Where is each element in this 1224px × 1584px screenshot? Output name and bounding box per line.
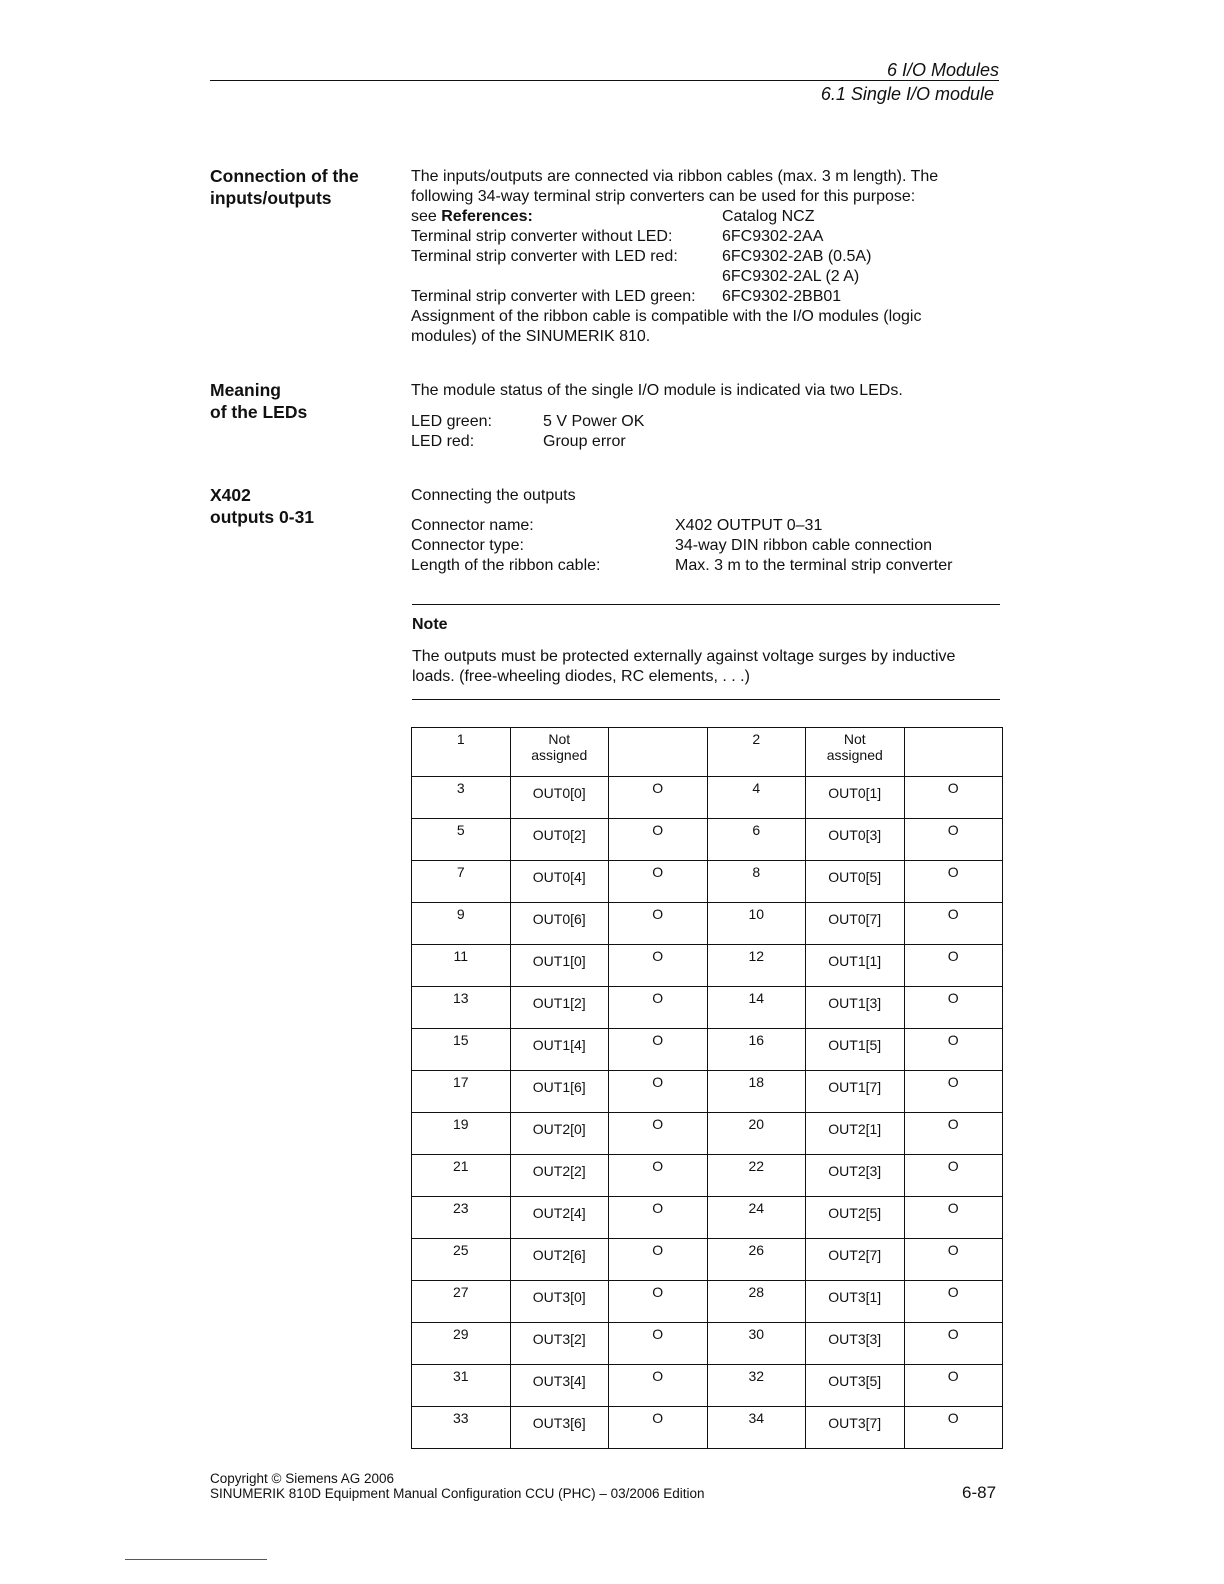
signal-direction: O <box>904 1071 1003 1113</box>
pin-number: 2 <box>707 728 806 777</box>
signal-name: OUT3[0] <box>510 1281 609 1323</box>
signal-direction: O <box>904 987 1003 1029</box>
signal-name: OUT1[2] <box>510 987 609 1029</box>
table-row <box>412 1029 1003 1071</box>
signal-direction: O <box>904 861 1003 903</box>
connection-intro-line: following 34-way terminal strip converters can be used for this purpose: <box>411 188 916 205</box>
x402-heading: X402 outputs 0-31 <box>210 485 315 527</box>
led-row: LED red: Group error <box>411 433 626 450</box>
signal-name: OUT0[3] <box>806 819 905 861</box>
signal-direction: O <box>904 1155 1003 1197</box>
signal-direction: O <box>904 777 1003 819</box>
footer-copyright: Copyright © Siemens AG 2006 <box>210 1471 395 1486</box>
note-top-rule <box>412 604 1000 605</box>
converter-row: 6FC9302-2AL (2 A) <box>722 268 860 285</box>
pin-number: 9 <box>412 903 511 945</box>
signal-name: OUT3[3] <box>806 1323 905 1365</box>
table-row <box>412 1155 1003 1197</box>
note-bottom-rule <box>412 699 1000 700</box>
signal-direction: O <box>609 861 708 903</box>
signal-direction: O <box>609 987 708 1029</box>
table-row <box>412 1323 1003 1365</box>
signal-direction: O <box>609 1155 708 1197</box>
pin-number: 24 <box>707 1197 806 1239</box>
signal-name: OUT1[1] <box>806 945 905 987</box>
pin-number: 27 <box>412 1281 511 1323</box>
signal-direction: O <box>904 1407 1003 1449</box>
pin-number: 12 <box>707 945 806 987</box>
signal-direction <box>609 728 708 777</box>
references-label: References: <box>441 208 533 225</box>
signal-direction: O <box>904 1281 1003 1323</box>
signal-name: OUT1[3] <box>806 987 905 1029</box>
signal-direction: O <box>609 1113 708 1155</box>
signal-name: OUT3[1] <box>806 1281 905 1323</box>
pin-number: 18 <box>707 1071 806 1113</box>
pin-number: 19 <box>412 1113 511 1155</box>
signal-name: OUT0[6] <box>510 903 609 945</box>
signal-name: Not assigned <box>806 728 905 777</box>
pin-number: 25 <box>412 1239 511 1281</box>
signal-name: OUT1[4] <box>510 1029 609 1071</box>
pin-number: 30 <box>707 1323 806 1365</box>
signal-direction <box>904 728 1003 777</box>
signal-direction: O <box>904 945 1003 987</box>
converter-row: Terminal strip converter with LED green: 6FC9302-2BB01 <box>411 288 842 305</box>
signal-name: OUT0[1] <box>806 777 905 819</box>
page-number: 6-87 <box>962 1483 997 1502</box>
signal-direction: O <box>609 1197 708 1239</box>
connector-row: Connector name: X402 OUTPUT 0–31 <box>411 517 823 534</box>
signal-name: OUT3[7] <box>806 1407 905 1449</box>
footer-manual-title: SINUMERIK 810D Equipment Manual Configuration CCU (PHC) – 03/2006 Edition <box>210 1486 705 1501</box>
table-row <box>412 1197 1003 1239</box>
pin-number: 13 <box>412 987 511 1029</box>
signal-name: Not assigned <box>510 728 609 777</box>
leds-heading: Meaning of the LEDs <box>210 380 308 422</box>
signal-direction: O <box>904 1323 1003 1365</box>
signal-direction: O <box>904 903 1003 945</box>
signal-direction: O <box>904 1197 1003 1239</box>
references-row <box>411 207 1001 227</box>
signal-name: OUT3[6] <box>510 1407 609 1449</box>
converter-row: Terminal strip converter without LED: 6FC9302-2AA <box>411 228 824 245</box>
bottom-link-underline[interactable] <box>125 1559 267 1560</box>
table-row <box>412 1071 1003 1113</box>
converter-row: Terminal strip converter with LED red: 6FC9302-2AB (0.5A) <box>411 248 872 265</box>
pin-number: 8 <box>707 861 806 903</box>
connection-intro-line: The inputs/outputs are connected via ribbon cables (max. 3 m length). The <box>411 168 939 185</box>
leds-intro: The module status of the single I/O module is indicated via two LEDs. <box>411 382 903 399</box>
header-rule <box>210 80 999 81</box>
pin-number: 1 <box>412 728 511 777</box>
signal-direction: O <box>609 1407 708 1449</box>
catalog-name: Catalog NCZ <box>722 208 815 225</box>
signal-direction: O <box>609 1281 708 1323</box>
pin-number: 15 <box>412 1029 511 1071</box>
pin-number: 3 <box>412 777 511 819</box>
signal-name: OUT0[5] <box>806 861 905 903</box>
x402-intro: Connecting the outputs <box>411 487 576 504</box>
pin-number: 33 <box>412 1407 511 1449</box>
signal-direction: O <box>609 945 708 987</box>
signal-name: OUT1[6] <box>510 1071 609 1113</box>
signal-direction: O <box>609 1029 708 1071</box>
pin-number: 32 <box>707 1365 806 1407</box>
table-row <box>412 1113 1003 1155</box>
signal-name: OUT2[7] <box>806 1239 905 1281</box>
signal-name: OUT2[4] <box>510 1197 609 1239</box>
assignment-line: modules) of the SINUMERIK 810. <box>411 328 651 345</box>
table-row <box>412 728 1003 777</box>
signal-name: OUT1[0] <box>510 945 609 987</box>
table-row <box>412 1365 1003 1407</box>
signal-direction: O <box>609 1071 708 1113</box>
signal-direction: O <box>904 1113 1003 1155</box>
assignment-line: Assignment of the ribbon cable is compatible with the I/O modules (logic <box>411 308 922 325</box>
signal-direction: O <box>904 1029 1003 1071</box>
signal-direction: O <box>609 903 708 945</box>
pin-number: 14 <box>707 987 806 1029</box>
signal-name: OUT2[5] <box>806 1197 905 1239</box>
pin-number: 26 <box>707 1239 806 1281</box>
signal-name: OUT1[7] <box>806 1071 905 1113</box>
signal-direction: O <box>609 819 708 861</box>
table-row <box>412 861 1003 903</box>
signal-direction: O <box>904 1239 1003 1281</box>
pin-number: 31 <box>412 1365 511 1407</box>
pin-number: 23 <box>412 1197 511 1239</box>
x402-body <box>411 486 1001 576</box>
connection-body <box>411 167 1001 347</box>
table-row <box>412 903 1003 945</box>
led-row: LED green: 5 V Power OK <box>411 413 645 430</box>
pin-number: 22 <box>707 1155 806 1197</box>
running-header-chapter: 6 I/O Modules <box>886 60 999 80</box>
pin-number: 11 <box>412 945 511 987</box>
pin-number: 10 <box>707 903 806 945</box>
pin-number: 34 <box>707 1407 806 1449</box>
signal-direction: O <box>609 1323 708 1365</box>
leds-body <box>411 381 1001 452</box>
table-row <box>412 1407 1003 1449</box>
signal-name: OUT3[4] <box>510 1365 609 1407</box>
connector-row: Length of the ribbon cable: Max. 3 m to the terminal strip converter <box>411 557 953 574</box>
signal-name: OUT3[2] <box>510 1323 609 1365</box>
pin-number: 5 <box>412 819 511 861</box>
note-title: Note <box>412 616 448 633</box>
signal-direction: O <box>609 777 708 819</box>
pin-assignment-table <box>411 727 1003 1449</box>
signal-direction: O <box>609 1239 708 1281</box>
signal-name: OUT0[7] <box>806 903 905 945</box>
pin-number: 4 <box>707 777 806 819</box>
pin-number: 20 <box>707 1113 806 1155</box>
table-row <box>412 945 1003 987</box>
signal-direction: O <box>904 1365 1003 1407</box>
signal-name: OUT1[5] <box>806 1029 905 1071</box>
table-row <box>412 1239 1003 1281</box>
pin-number: 6 <box>707 819 806 861</box>
pin-number: 17 <box>412 1071 511 1113</box>
signal-direction: O <box>609 1365 708 1407</box>
pin-number: 21 <box>412 1155 511 1197</box>
connector-row: Connector type: 34-way DIN ribbon cable connection <box>411 537 933 554</box>
signal-name: OUT2[6] <box>510 1239 609 1281</box>
signal-name: OUT0[2] <box>510 819 609 861</box>
signal-name: OUT0[4] <box>510 861 609 903</box>
pin-number: 28 <box>707 1281 806 1323</box>
signal-name: OUT2[2] <box>510 1155 609 1197</box>
signal-name: OUT2[0] <box>510 1113 609 1155</box>
pin-number: 29 <box>412 1323 511 1365</box>
signal-name: OUT2[1] <box>806 1113 905 1155</box>
signal-name: OUT2[3] <box>806 1155 905 1197</box>
see-prefix: see <box>411 208 442 225</box>
table-row <box>412 777 1003 819</box>
signal-name: OUT0[0] <box>510 777 609 819</box>
table-row <box>412 987 1003 1029</box>
signal-direction: O <box>904 819 1003 861</box>
pin-number: 7 <box>412 861 511 903</box>
signal-name: OUT3[5] <box>806 1365 905 1407</box>
table-row <box>412 1281 1003 1323</box>
note-text: The outputs must be protected externally against voltage surges by inductive loads. (free-wheeling diodes, RC elements, . . .) <box>412 648 956 685</box>
connection-heading: Connection of the inputs/outputs <box>210 166 359 208</box>
pin-number: 16 <box>707 1029 806 1071</box>
table-row <box>412 819 1003 861</box>
running-header-section: 6.1 Single I/O module <box>820 84 994 104</box>
